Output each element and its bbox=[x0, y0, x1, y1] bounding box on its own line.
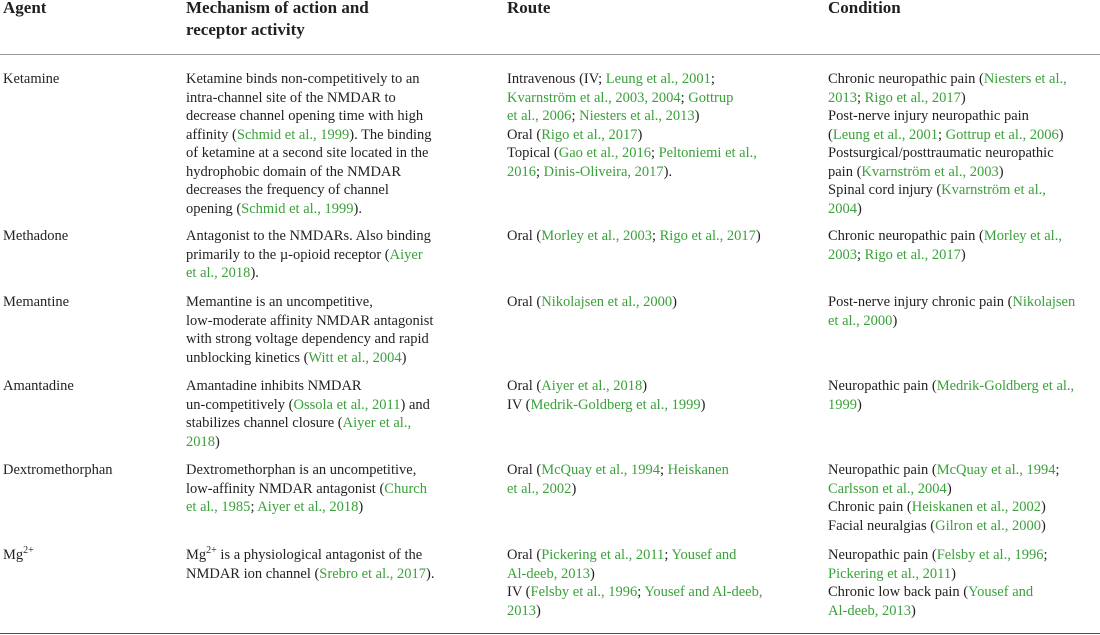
cell-text: ; bbox=[637, 584, 645, 600]
citation-link[interactable]: Aiyer et al., 2018 bbox=[257, 499, 359, 515]
cell-line bbox=[186, 498, 476, 517]
citation-link[interactable]: 2004 bbox=[828, 200, 857, 217]
cell-condition bbox=[828, 70, 1100, 218]
citation-link[interactable]: 2003 bbox=[828, 246, 857, 263]
cell-route bbox=[507, 377, 797, 414]
citation-link[interactable]: 2018 bbox=[186, 433, 215, 450]
cell-text: Chronic neuropathic pain ( bbox=[828, 71, 984, 87]
citation-link[interactable]: 2016 bbox=[507, 163, 536, 180]
citation-link[interactable]: Medrik-Goldberg et al., 1999 bbox=[530, 396, 701, 413]
cell-text: Post-nerve injury chronic pain ( bbox=[828, 294, 1013, 310]
citation-link[interactable]: Srebro et al., 2017 bbox=[319, 565, 427, 582]
cell-line bbox=[186, 107, 476, 126]
cell-text: ; bbox=[536, 163, 544, 180]
citation-link[interactable]: Peltoniemi et al., bbox=[658, 145, 757, 161]
cell-line bbox=[186, 414, 476, 433]
citation-link[interactable]: Kvarnström et al., bbox=[941, 182, 1046, 198]
cell-text: ; bbox=[664, 547, 672, 563]
citation-link[interactable]: Yousef and Al-deeb, bbox=[644, 584, 763, 600]
cell-text: ) bbox=[1041, 517, 1046, 534]
cell-text: Topical ( bbox=[507, 145, 559, 161]
cell-line bbox=[507, 70, 797, 89]
citation-link[interactable]: et al., 2000 bbox=[828, 312, 893, 329]
agent-superscript: 2+ bbox=[23, 545, 34, 557]
citation-link[interactable]: et al., 2002 bbox=[507, 480, 572, 497]
cell-line bbox=[828, 377, 1100, 396]
agent-name: Methadone bbox=[3, 228, 69, 244]
cell-text: Spinal cord injury ( bbox=[828, 182, 942, 198]
citation-link[interactable]: Morley et al., bbox=[983, 228, 1062, 244]
cell-line bbox=[186, 377, 476, 396]
cell-text: ( bbox=[828, 126, 833, 143]
agent-name: Amantadine bbox=[3, 378, 74, 394]
cell-text: Mg bbox=[186, 547, 207, 563]
cell-line bbox=[186, 433, 476, 452]
cell-line bbox=[507, 126, 797, 145]
cell-agent bbox=[3, 461, 173, 480]
cell-text: ) bbox=[215, 433, 220, 450]
citation-link[interactable]: Morley et al., 2003 bbox=[541, 228, 652, 244]
table-bottom-rule bbox=[0, 633, 1100, 634]
cell-text: ) bbox=[536, 602, 541, 619]
cell-line bbox=[186, 330, 476, 349]
cell-text: Memantine is an uncompetitive, bbox=[186, 294, 373, 310]
cell-text: Neuropathic pain ( bbox=[828, 378, 937, 394]
cell-text: ; bbox=[651, 228, 660, 244]
cell-text: ) bbox=[755, 228, 761, 244]
cell-line bbox=[507, 144, 797, 163]
cell-line bbox=[186, 144, 476, 163]
citation-link[interactable]: Leung et al., 2001 bbox=[605, 71, 711, 87]
cell-line bbox=[828, 144, 1100, 163]
cell-mechanism bbox=[186, 546, 476, 583]
citation-link[interactable]: Al-deeb, 2013 bbox=[507, 565, 590, 582]
cell-mechanism bbox=[186, 227, 476, 283]
cell-condition bbox=[828, 293, 1100, 330]
cell-line bbox=[507, 107, 797, 126]
cell-text: ) bbox=[857, 396, 862, 413]
cell-text: Post-nerve injury neuropathic pain bbox=[828, 108, 1029, 124]
cell-line bbox=[186, 200, 476, 219]
cell-text: unblocking kinetics ( bbox=[186, 349, 309, 366]
cell-line bbox=[186, 70, 476, 89]
cell-line bbox=[186, 293, 476, 312]
cell-condition bbox=[828, 461, 1100, 535]
cell-line bbox=[828, 200, 1100, 219]
cell-text: ; bbox=[680, 89, 689, 106]
cell-text: Neuropathic pain ( bbox=[828, 462, 937, 478]
cell-text: ; bbox=[857, 89, 865, 106]
citation-link[interactable]: Heiskanen bbox=[667, 462, 729, 478]
citation-link[interactable]: Schmid et al., 1999 bbox=[236, 126, 350, 143]
cell-text: Oral ( bbox=[507, 294, 542, 310]
agent-name: Mg bbox=[3, 547, 24, 563]
citation-link[interactable]: Aiyer et al., 2018 bbox=[541, 378, 643, 394]
cell-text: ). The binding bbox=[349, 126, 432, 143]
cell-text: ) bbox=[700, 396, 706, 413]
cell-text: ; bbox=[571, 108, 580, 124]
cell-text: affinity ( bbox=[186, 126, 237, 143]
cell-line bbox=[828, 565, 1100, 584]
cell-line bbox=[507, 602, 797, 621]
cell-text: Dextromethorphan is an uncompetitive, bbox=[186, 462, 417, 478]
cell-line bbox=[828, 602, 1100, 621]
cell-text: ) bbox=[892, 312, 898, 329]
citation-link[interactable]: Aiyer et al., bbox=[342, 415, 412, 431]
cell-text: ; bbox=[937, 126, 946, 143]
header-route: Route bbox=[507, 0, 551, 17]
cell-line bbox=[828, 546, 1100, 565]
cell-text: ) bbox=[589, 565, 595, 582]
agent-name: Memantine bbox=[3, 294, 70, 310]
cell-text: Ketamine binds non-competitively to an bbox=[186, 71, 420, 87]
cell-text: stabilizes channel closure ( bbox=[186, 415, 343, 431]
cell-text: IV ( bbox=[507, 396, 531, 413]
cell-line bbox=[186, 480, 476, 499]
cell-line bbox=[507, 163, 797, 182]
cell-line bbox=[186, 227, 476, 246]
cell-text: ; bbox=[710, 71, 715, 87]
cell-text: hydrophobic domain of the NMDAR bbox=[186, 163, 402, 180]
citation-link[interactable]: Heiskanen et al., 2002 bbox=[911, 499, 1042, 515]
cell-text: ) and bbox=[400, 396, 430, 413]
citation-link[interactable]: et al., 1985 bbox=[186, 499, 251, 515]
citation-link[interactable]: Aiyer bbox=[389, 246, 423, 263]
cell-text: Chronic low back pain ( bbox=[828, 584, 969, 600]
cell-line bbox=[186, 349, 476, 368]
citation-link[interactable]: Medrik-Goldberg et al., bbox=[936, 378, 1075, 394]
cell-line bbox=[507, 583, 797, 602]
citation-link[interactable]: Gottrup et al., 2006 bbox=[945, 126, 1059, 143]
cell-line bbox=[828, 498, 1100, 517]
citation-link[interactable]: et al., 2018 bbox=[186, 265, 251, 281]
citation-link[interactable]: 1999 bbox=[828, 396, 857, 413]
cell-condition bbox=[828, 227, 1100, 264]
cell-text: un-competitively ( bbox=[186, 396, 294, 413]
citation-link[interactable]: Leung et al., 2001 bbox=[832, 126, 938, 143]
cell-text: Oral ( bbox=[507, 462, 542, 478]
cell-text: ). bbox=[250, 265, 259, 281]
cell-agent bbox=[3, 70, 173, 89]
cell-text: IV ( bbox=[507, 584, 531, 600]
cell-route bbox=[507, 546, 797, 620]
cell-text: Postsurgical/posttraumatic neuropathic bbox=[828, 145, 1054, 161]
cell-route bbox=[507, 227, 797, 246]
cell-text: pain ( bbox=[828, 163, 862, 180]
citation-link[interactable]: Carlsson et al., 2004 bbox=[828, 480, 947, 497]
cell-agent bbox=[3, 227, 173, 246]
cell-text: ) bbox=[694, 108, 700, 124]
cell-route bbox=[507, 461, 797, 498]
cell-mechanism bbox=[186, 293, 476, 367]
cell-line bbox=[828, 312, 1100, 331]
citation-link[interactable]: Rigo et al., 2017 bbox=[864, 246, 961, 263]
header-agent: Agent bbox=[3, 0, 47, 17]
table-header bbox=[0, 0, 1100, 55]
agent-name: Dextromethorphan bbox=[3, 462, 113, 478]
cell-text: ; bbox=[650, 145, 659, 161]
cell-text: Antagonist to the NMDARs. Also binding bbox=[186, 228, 431, 244]
citation-link[interactable]: Pickering et al., 2011 bbox=[828, 565, 952, 582]
cell-text: ) bbox=[998, 163, 1004, 180]
cell-text: Oral ( bbox=[507, 547, 542, 563]
cell-line bbox=[507, 89, 797, 108]
cell-text: Neuropathic pain ( bbox=[828, 547, 937, 563]
cell-agent bbox=[3, 293, 173, 312]
header-mechanism-line: Mechanism of action and bbox=[186, 0, 369, 17]
cell-text: Amantadine inhibits NMDAR bbox=[186, 378, 362, 394]
cell-text: with strong voltage dependency and rapid bbox=[186, 331, 429, 347]
cell-line bbox=[828, 461, 1100, 480]
cell-text: ; bbox=[250, 499, 258, 515]
cell-text: Chronic pain ( bbox=[828, 499, 912, 515]
citation-link[interactable]: Nikolajsen bbox=[1012, 294, 1076, 310]
citation-link[interactable]: Schmid et al., 1999 bbox=[241, 200, 354, 217]
cell-line bbox=[507, 461, 797, 480]
cell-text: Oral ( bbox=[507, 228, 542, 244]
cell-line bbox=[828, 163, 1100, 182]
citation-link[interactable]: Felsby et al., 1996 bbox=[530, 584, 638, 600]
citation-link[interactable]: Rigo et al., 2017 bbox=[864, 89, 961, 106]
cell-text: opening ( bbox=[186, 200, 242, 217]
cell-line bbox=[186, 461, 476, 480]
cell-line bbox=[828, 89, 1100, 108]
cell-line bbox=[828, 227, 1100, 246]
citation-link[interactable]: Gao et al., 2016 bbox=[558, 145, 651, 161]
agent-name: Ketamine bbox=[3, 71, 60, 87]
citation-link[interactable]: Witt et al., 2004 bbox=[308, 349, 402, 366]
citation-link[interactable]: Kvarnström et al., 2003 bbox=[861, 163, 999, 180]
cell-text: ) bbox=[1041, 499, 1046, 515]
header-mechanism-line: receptor activity bbox=[186, 20, 305, 39]
cell-text: ) bbox=[672, 294, 677, 310]
citation-link[interactable]: Dinis-Oliveira, 2017 bbox=[543, 163, 664, 180]
cell-text: ) bbox=[358, 499, 364, 515]
citation-link[interactable]: Al-deeb, 2013 bbox=[828, 602, 911, 619]
cell-route bbox=[507, 70, 797, 181]
cell-mechanism bbox=[186, 377, 476, 451]
cell-text: primarily to the µ-opioid receptor ( bbox=[186, 246, 390, 263]
cell-line bbox=[828, 70, 1100, 89]
header-condition: Condition bbox=[828, 0, 901, 17]
cell-text: of ketamine at a second site located in the bbox=[186, 145, 429, 161]
cell-text: intra-channel site of the NMDAR to bbox=[186, 89, 396, 106]
cell-condition bbox=[828, 377, 1100, 414]
cell-line bbox=[828, 480, 1100, 499]
cell-agent bbox=[3, 377, 173, 396]
cell-text: ). bbox=[353, 200, 363, 217]
cell-text: decrease channel opening time with high bbox=[186, 108, 424, 124]
cell-text: Facial neuralgias ( bbox=[828, 517, 936, 534]
citation-link[interactable]: Kvarnström et al., 2003, 2004 bbox=[507, 89, 681, 106]
citation-link[interactable]: 2013 bbox=[507, 602, 536, 619]
cell-text: ). bbox=[426, 565, 435, 582]
citation-link[interactable]: Church bbox=[384, 480, 427, 497]
cell-mechanism bbox=[186, 70, 476, 218]
cell-line bbox=[186, 546, 476, 565]
citation-link[interactable]: Niesters et al., 2013 bbox=[579, 108, 695, 124]
cell-text: ) bbox=[857, 200, 862, 217]
cell-line bbox=[186, 89, 476, 108]
cell-line bbox=[507, 480, 797, 499]
cell-line bbox=[828, 293, 1100, 312]
cell-line bbox=[186, 565, 476, 584]
cell-text: ) bbox=[637, 126, 643, 143]
citation-link[interactable]: et al., 2006 bbox=[507, 108, 572, 124]
citation-link[interactable]: Nikolajsen et al., 2000 bbox=[541, 294, 673, 310]
citation-link[interactable]: Yousef and bbox=[671, 547, 737, 563]
cell-text: ) bbox=[1058, 126, 1064, 143]
cell-line bbox=[507, 565, 797, 584]
cell-text: ) bbox=[642, 378, 648, 394]
cell-text: ) bbox=[960, 89, 966, 106]
citation-link[interactable]: Rigo et al., 2017 bbox=[541, 126, 638, 143]
cell-route bbox=[507, 293, 797, 312]
cell-line bbox=[507, 396, 797, 415]
cell-line bbox=[186, 264, 476, 283]
cell-text: low-affinity NMDAR antagonist ( bbox=[186, 480, 385, 497]
citation-link[interactable]: Rigo et al., 2017 bbox=[659, 228, 756, 244]
cell-line bbox=[507, 227, 797, 246]
citation-link[interactable]: McQuay et al., 1994 bbox=[936, 462, 1056, 478]
cell-agent bbox=[3, 546, 173, 565]
cell-text: decreases the frequency of channel bbox=[186, 182, 389, 198]
cell-text: NMDAR ion channel ( bbox=[186, 565, 320, 582]
cell-line bbox=[507, 293, 797, 312]
citation-link[interactable]: 2013 bbox=[828, 89, 857, 106]
cell-line bbox=[828, 126, 1100, 145]
cell-text: ) bbox=[960, 246, 966, 263]
cell-line bbox=[507, 377, 797, 396]
cell-text: Oral ( bbox=[507, 378, 542, 394]
cell-text: ; bbox=[1055, 462, 1060, 478]
cell-condition bbox=[828, 546, 1100, 620]
cell-text: is a physiological antagonist of the bbox=[216, 547, 423, 563]
cell-line bbox=[186, 396, 476, 415]
cell-text: ). bbox=[663, 163, 673, 180]
citation-link[interactable]: Yousef and bbox=[968, 584, 1034, 600]
cell-text: ) bbox=[946, 480, 952, 497]
cell-line bbox=[186, 181, 476, 200]
cell-line bbox=[507, 546, 797, 565]
citation-link[interactable]: McQuay et al., 1994 bbox=[541, 462, 661, 478]
cell-text: Intravenous (IV; bbox=[507, 71, 606, 87]
cell-mechanism bbox=[186, 461, 476, 517]
citation-link[interactable]: Ossola et al., 2011 bbox=[293, 396, 401, 413]
cell-line bbox=[828, 583, 1100, 602]
cell-text: ) bbox=[401, 349, 407, 366]
cell-text: ; bbox=[1043, 547, 1048, 563]
header-mechanism bbox=[186, 0, 369, 41]
cell-line bbox=[186, 246, 476, 265]
cell-text: ) bbox=[571, 480, 577, 497]
cell-line bbox=[828, 396, 1100, 415]
superscript-text: 2+ bbox=[206, 545, 217, 557]
citation-link[interactable]: Pickering et al., 2011 bbox=[541, 547, 665, 563]
cell-line bbox=[828, 517, 1100, 536]
citation-link[interactable]: Felsby et al., 1996 bbox=[936, 547, 1044, 563]
cell-text: ) bbox=[951, 565, 956, 582]
cell-text: ) bbox=[910, 602, 916, 619]
cell-line bbox=[186, 126, 476, 145]
citation-link[interactable]: Gottrup bbox=[688, 89, 734, 106]
citation-link[interactable]: Niesters et al., bbox=[983, 71, 1067, 87]
cell-text: ; bbox=[660, 462, 668, 478]
cell-line bbox=[828, 246, 1100, 265]
cell-text: Oral ( bbox=[507, 126, 542, 143]
cell-line bbox=[828, 181, 1100, 200]
cell-text: Chronic neuropathic pain ( bbox=[828, 228, 984, 244]
cell-line bbox=[186, 312, 476, 331]
cell-text: low-moderate affinity NMDAR antagonist bbox=[186, 312, 434, 329]
cell-line bbox=[828, 107, 1100, 126]
cell-line bbox=[186, 163, 476, 182]
citation-link[interactable]: Gilron et al., 2000 bbox=[935, 517, 1042, 534]
cell-text: ; bbox=[857, 246, 865, 263]
